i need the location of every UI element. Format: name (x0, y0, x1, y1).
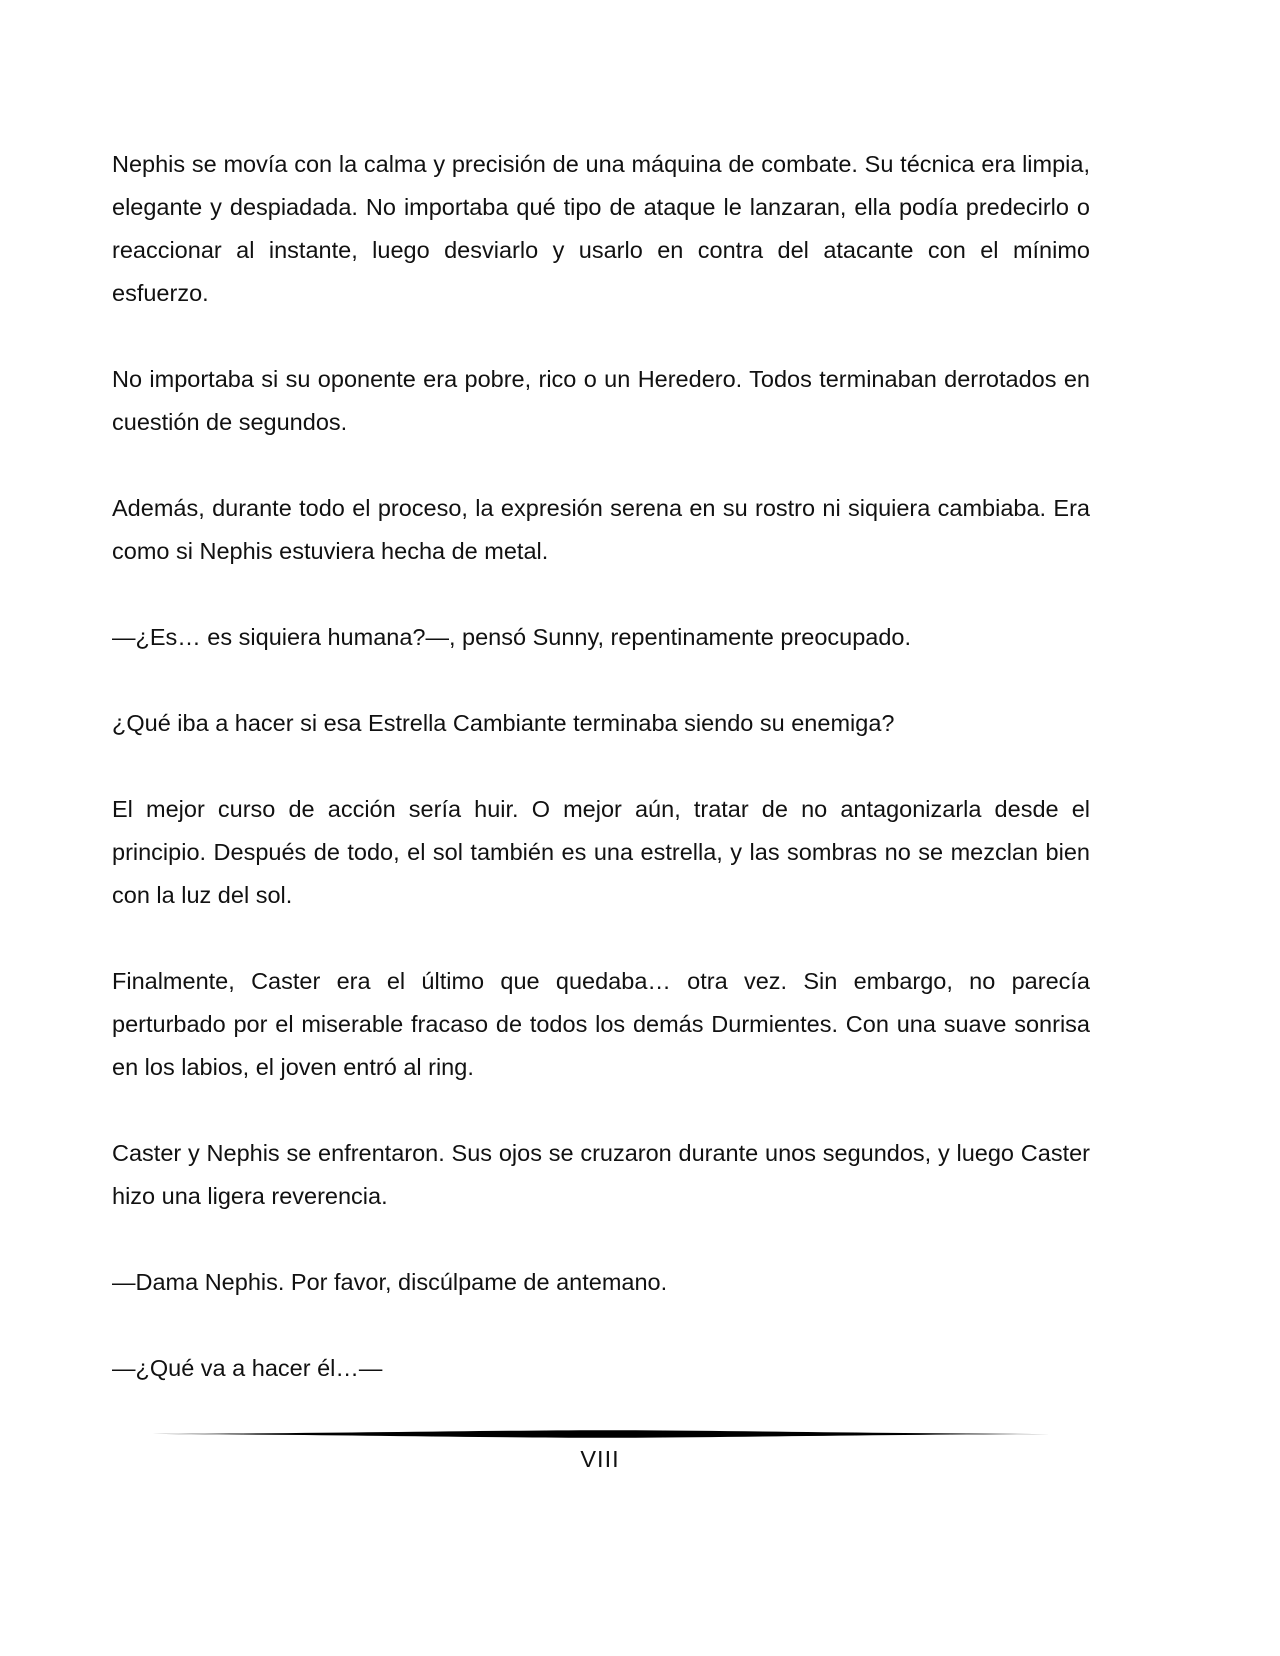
page-number: VIII (580, 1446, 620, 1472)
paragraph-5: ¿Qué iba a hacer si esa Estrella Cambiante terminaba siendo su enemiga? (112, 710, 895, 736)
paragraph-4: —¿Es… es siquiera humana?—, pensó Sunny, repentinamente preocupado. (112, 624, 912, 650)
divider-stroke (152, 1430, 1050, 1438)
paragraph-2: No importaba si su oponente era pobre, rico o un Heredero. Todos terminaban derrotados en cuestión de segundos. (112, 366, 1090, 435)
paragraph-9: —Dama Nephis. Por favor, discúlpame de antemano. (112, 1269, 668, 1295)
paragraph-7: Finalmente, Caster era el último que quedaba… otra vez. Sin embargo, no parecía perturbado por el miserable fracaso de todos los demás Durmientes. Con una suave sonrisa en los labios, el joven entró al ring. (112, 968, 1090, 1080)
paragraph-8: Caster y Nephis se enfrentaron. Sus ojos se cruzaron durante unos segundos, y luego Caster hizo una ligera reverencia. (112, 1140, 1090, 1209)
footer-divider (152, 1428, 1050, 1440)
paragraph-3: Además, durante todo el proceso, la expresión serena en su rostro ni siquiera cambiaba. Era como si Nephis estuviera hecha de metal. (112, 495, 1090, 564)
paragraph-1: Nephis se movía con la calma y precisión de una máquina de combate. Su técnica era limpia, elegante y despiadada. No importaba qué tipo de ataque le lanzaran, ella podía predecirlo o reaccionar al instante, luego desviarlo y usarlo en contra del atacante con el mínimo esfuerzo. (112, 151, 1090, 306)
page-body (112, 143, 1090, 1433)
paragraph-10: —¿Qué va a hacer él…— (112, 1355, 383, 1381)
paragraph-6: El mejor curso de acción sería huir. O mejor aún, tratar de no antagonizarla desde el principio. Después de todo, el sol también es una estrella, y las sombras no se mezclan bien con la luz del sol. (112, 796, 1090, 908)
